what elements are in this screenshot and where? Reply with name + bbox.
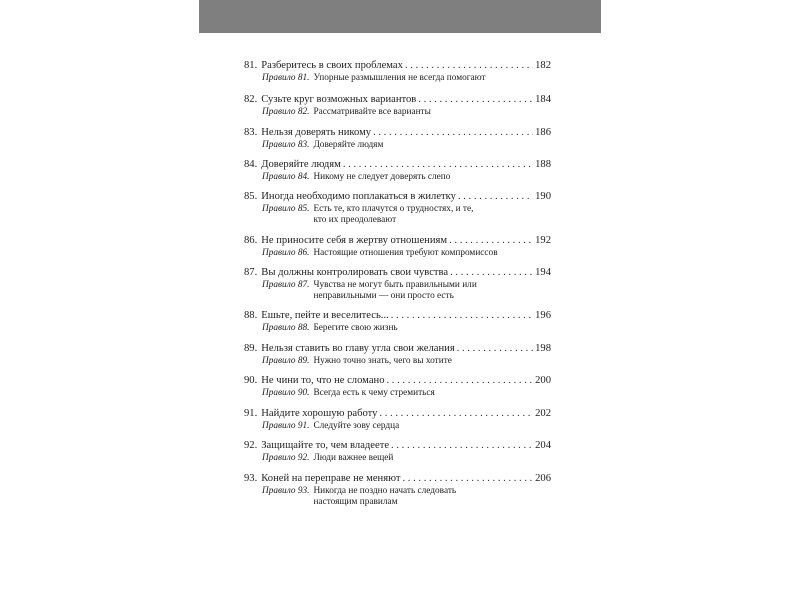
leader-dots (450, 266, 533, 280)
entry-number: 85. (244, 191, 258, 202)
entry-title: Иногда необходимо поплакаться в жилетку (261, 191, 456, 202)
rule-label: Правило 81. (262, 73, 310, 83)
entry-number: 92. (244, 440, 258, 451)
entry-title: Нельзя доверять никому (261, 127, 372, 138)
rule-label: Правило 82. (262, 107, 310, 117)
page-number: 198 (535, 343, 551, 354)
rule-text: Есть те, кто плачутся о трудностях, и те, кто их преодолевают (313, 204, 474, 225)
entry-title: Не чини то, что не сломано (261, 375, 385, 386)
leader-dots (403, 472, 534, 486)
entry-number: 81. (244, 60, 258, 71)
rule-text: Никому не следует доверять слепо (313, 172, 451, 182)
entry-number: 82. (244, 94, 258, 105)
entry-title: Защищайте то, чем владеете (261, 440, 390, 451)
rule-label: Правило 84. (262, 172, 310, 182)
entry-number: 91. (244, 408, 258, 419)
rule-label: Правило 85. (262, 204, 310, 214)
page-number: 182 (535, 60, 551, 71)
leader-dots (449, 234, 533, 248)
toc-entry-81 (244, 59, 551, 84)
rule-text: Люди важнее вещей (313, 453, 394, 463)
rule-text: Рассматривайте все варианты (313, 107, 431, 117)
leader-dots (391, 309, 533, 323)
rule-text: Доверяйте людям (313, 140, 384, 150)
leader-dots (387, 374, 534, 388)
entry-title: Ешьте, пейте и веселитесь... (261, 310, 389, 321)
page-number: 194 (535, 267, 551, 278)
page-number: 184 (535, 94, 551, 105)
entry-number: 84. (244, 159, 258, 170)
leader-dots (373, 126, 533, 140)
rule-text: Настоящие отношения требуют компромиссов (313, 248, 498, 258)
rule-text: Берегите свою жизнь (313, 323, 398, 333)
rule-label: Правило 88. (262, 323, 310, 333)
toc-entry-89 (244, 342, 551, 367)
rule-text: Следуйте зову сердца (313, 421, 400, 431)
rule-text: Чувства не могут быть правильными или неправильными — они просто есть (313, 280, 477, 301)
toc-entry-91 (244, 407, 551, 432)
entry-number: 89. (244, 343, 258, 354)
entry-title: Разберитесь в своих проблемах (261, 60, 403, 71)
top-gray-bar (199, 0, 601, 33)
page-number: 188 (535, 159, 551, 170)
entry-number: 88. (244, 310, 258, 321)
toc-entry-85 (244, 190, 551, 226)
leader-dots (418, 93, 533, 107)
page-number: 206 (535, 473, 551, 484)
rule-text: Упорные размышления не всегда помогают (313, 73, 486, 83)
entry-title: Не приносите себя в жертву отношениям (261, 235, 448, 246)
entry-number: 83. (244, 127, 258, 138)
rule-label: Правило 86. (262, 248, 310, 258)
leader-dots (379, 407, 533, 421)
rule-label: Правило 87. (262, 280, 310, 290)
toc-entry-87 (244, 266, 551, 302)
leader-dots (457, 342, 533, 356)
toc-entry-90 (244, 374, 551, 399)
rule-label: Правило 91. (262, 421, 310, 431)
leader-dots (405, 59, 533, 73)
leader-dots (391, 439, 533, 453)
page-number: 186 (535, 127, 551, 138)
rule-label: Правило 89. (262, 356, 310, 366)
rule-text: Нужно точно знать, чего вы хотите (313, 356, 452, 366)
rule-text: Всегда есть к чему стремиться (313, 388, 435, 398)
toc-entry-84 (244, 158, 551, 183)
rule-text: Никогда не поздно начать следовать настоящим правилам (313, 486, 457, 507)
entry-title: Коней на переправе не меняют (261, 473, 401, 484)
toc-entry-93 (244, 472, 551, 508)
rule-label: Правило 92. (262, 453, 310, 463)
toc-entry-86 (244, 234, 551, 259)
entry-number: 93. (244, 473, 258, 484)
leader-dots (343, 158, 533, 172)
page-number: 190 (535, 191, 551, 202)
page-number: 200 (535, 375, 551, 386)
entry-title: Доверяйте людям (261, 159, 341, 170)
toc-entry-92 (244, 439, 551, 464)
entry-title: Сузьте круг возможных вариантов (261, 94, 417, 105)
toc-entry-83 (244, 126, 551, 151)
toc-entry-82 (244, 93, 551, 118)
entry-title: Вы должны контролировать свои чувства (261, 267, 449, 278)
page-number: 202 (535, 408, 551, 419)
page-number: 196 (535, 310, 551, 321)
entry-number: 86. (244, 235, 258, 246)
rule-label: Правило 83. (262, 140, 310, 150)
entry-title: Найдите хорошую работу (261, 408, 378, 419)
page-number: 192 (535, 235, 551, 246)
entry-number: 90. (244, 375, 258, 386)
rule-label: Правило 90. (262, 388, 310, 398)
entry-title: Нельзя ставить во главу угла свои желания (261, 343, 455, 354)
toc-entry-88 (244, 309, 551, 334)
rule-label: Правило 93. (262, 486, 310, 496)
page-number: 204 (535, 440, 551, 451)
entry-number: 87. (244, 267, 258, 278)
leader-dots (458, 190, 533, 204)
